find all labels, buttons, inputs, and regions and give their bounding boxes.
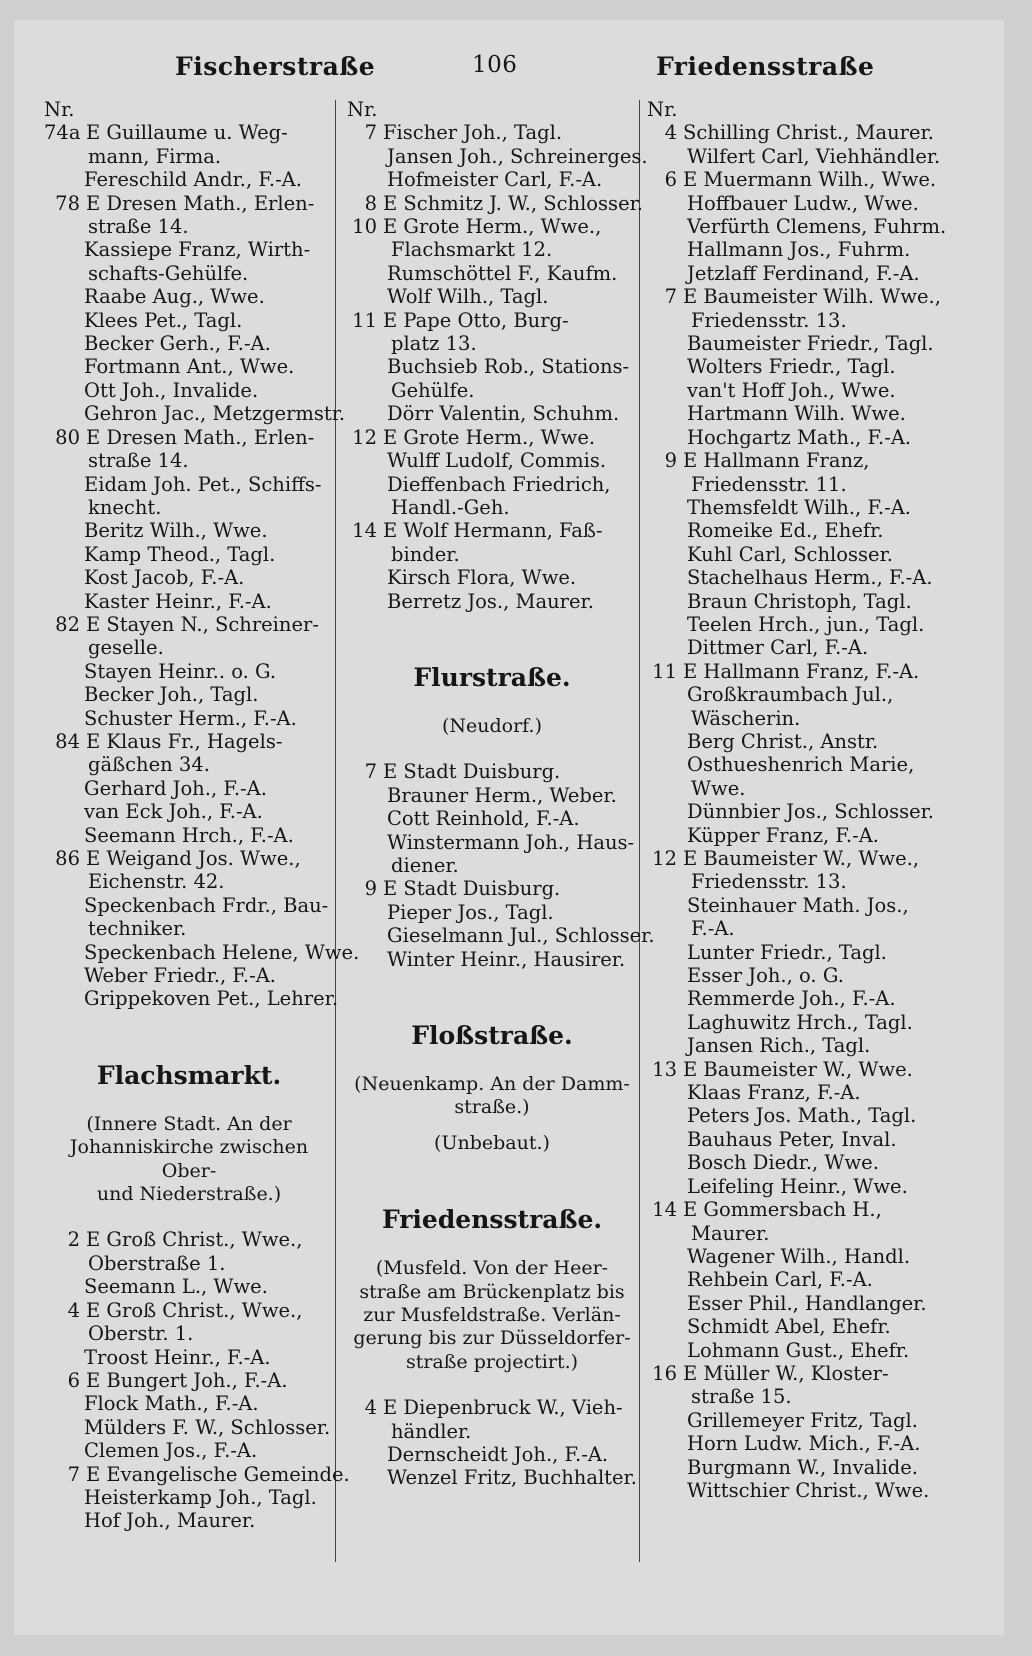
entry-line: Baumeister Friedr., Tagl. xyxy=(687,332,934,356)
entry-line: Schmidt Abel, Ehefr. xyxy=(687,1315,891,1339)
house-number: 4 xyxy=(664,121,677,145)
entry-line: Hartmann Wilh. Wwe. xyxy=(687,402,906,426)
entry-line: 80 E Dresen Math., Erlen- xyxy=(44,426,334,449)
entry-line: Kirsch Flora, Wwe. xyxy=(387,566,577,590)
house-number: 6 xyxy=(67,1368,80,1392)
entry-line: Winter Heinr., Hausirer. xyxy=(387,947,626,971)
entry-line: 14 E Gommersbach H., xyxy=(647,1198,947,1221)
house-number: 7 xyxy=(364,121,377,145)
entry-line: Becker Gerh., F.-A. xyxy=(84,332,271,356)
entry-line: Gehülfe. xyxy=(391,378,475,402)
entry-line: Burgmann W., Invalide. xyxy=(687,1455,918,1479)
entry-line: 86 E Weigand Jos. Wwe., xyxy=(44,847,334,870)
section-subtitle xyxy=(347,1257,637,1374)
entry-line: Hochgartz Math., F.-A. xyxy=(687,425,912,449)
entry-line: Kassiepe Franz, Wirth- xyxy=(84,238,311,262)
entry-line: Handl.-Geh. xyxy=(391,495,510,519)
house-number: 11 xyxy=(652,659,677,683)
entry-line: Lohmann Gust., Ehefr. xyxy=(687,1338,910,1362)
entry-line: Cott Reinhold, F.-A. xyxy=(387,807,580,831)
entry-line: Jansen Rich., Tagl. xyxy=(687,1034,871,1058)
entry-line: 2 E Groß Christ., Wwe., xyxy=(44,1228,334,1251)
entry-line: 8 E Schmitz J. W., Schlosser. xyxy=(347,192,637,215)
house-number: 84 xyxy=(55,729,80,753)
entry-line: Hallmann Jos., Fuhrm. xyxy=(687,238,911,262)
entry-line: Rumschöttel F., Kaufm. xyxy=(387,261,618,285)
entry-line: Gieselmann Jul., Schlosser. xyxy=(387,924,655,948)
entry-line: gäßchen 34. xyxy=(88,753,210,777)
entry-line: Kaster Heinr., F.-A. xyxy=(84,589,272,613)
section-title-flachsmarkt: Flachsmarkt. xyxy=(96,1060,282,1090)
entry-line: Dünnbier Jos., Schlosser. xyxy=(687,800,934,824)
entry-line: Heisterkamp Joh., Tagl. xyxy=(84,1485,317,1509)
house-number: 74a xyxy=(44,121,81,145)
entry-list xyxy=(347,1396,637,1490)
entry-line: schafts-Gehülfe. xyxy=(88,261,249,285)
section-title-flossstrasse: Floßstraße. xyxy=(411,1021,573,1050)
entry-line: Jansen Joh., Schreinerges. xyxy=(387,144,648,168)
house-number: 2 xyxy=(67,1228,80,1252)
nr-label: Nr. xyxy=(347,98,378,121)
entry-line: Wagener Wilh., Handl. xyxy=(687,1244,911,1268)
entry-line: Speckenbach Frdr., Bau- xyxy=(84,893,329,917)
entry-line: Stachelhaus Herm., F.-A. xyxy=(687,566,933,590)
house-number: 9 xyxy=(364,877,377,901)
entry-line: Kost Jacob, F.-A. xyxy=(84,566,245,590)
entry-line: Gehron Jac., Metzgermstr. xyxy=(84,402,346,426)
entry-line: 6 E Muermann Wilh., Wwe. xyxy=(647,168,947,191)
entry-line: Wäscherin. xyxy=(691,706,801,730)
entry-line: Seemann Hrch., F.-A. xyxy=(84,823,294,847)
subtitle-line: straße.) xyxy=(454,1096,530,1119)
entry-line: Friedensstr. 13. xyxy=(691,308,847,332)
entry-line: Mülders F. W., Schlosser. xyxy=(84,1415,331,1439)
entry-line: Eichenstr. 42. xyxy=(88,870,225,894)
nr-label: Nr. xyxy=(44,98,75,121)
entry-line: 9 E Stadt Duisburg. xyxy=(347,877,637,900)
entry-line: Großkraumbach Jul., xyxy=(687,683,894,707)
entry-line: Leifeling Heinr., Wwe. xyxy=(687,1174,908,1198)
entry-line: Winstermann Joh., Haus- xyxy=(387,830,635,854)
entry-line: Horn Ludw. Mich., F.-A. xyxy=(687,1432,921,1456)
entry-line: Flachsmarkt 12. xyxy=(391,238,553,262)
entry-line: binder. xyxy=(391,542,460,566)
entry-line: 6 E Bungert Joh., F.-A. xyxy=(44,1369,334,1392)
entry-line: Ott Joh., Invalide. xyxy=(84,378,259,402)
nr-label: Nr. xyxy=(647,98,678,121)
house-number: 10 xyxy=(352,215,377,239)
house-number: 8 xyxy=(364,191,377,215)
entry-line: Teelen Hrch., jun., Tagl. xyxy=(687,612,925,636)
entry-line: 11 E Pape Otto, Burg- xyxy=(347,309,637,332)
entry-line: straße 14. xyxy=(88,215,189,239)
house-number: 4 xyxy=(364,1396,377,1420)
section-subtitle xyxy=(44,1113,334,1207)
house-number: 12 xyxy=(352,425,377,449)
house-number: 7 xyxy=(664,285,677,309)
entry-line: Raabe Aug., Wwe. xyxy=(84,285,265,309)
entry-line: Klees Pet., Tagl. xyxy=(84,308,243,332)
entry-line: Friedensstr. 13. xyxy=(691,870,847,894)
entry-line: Hof Joh., Maurer. xyxy=(84,1509,256,1533)
entry-line: Jetzlaff Ferdinand, F.-A. xyxy=(687,261,920,285)
entry-line: 74a E Guillaume u. Weg- xyxy=(44,121,288,145)
entry-list xyxy=(347,760,655,971)
subtitle-line: (Neudorf.) xyxy=(441,714,542,737)
entry-line: Themsfeldt Wilh., F.-A. xyxy=(687,495,912,519)
entry-line: Berretz Jos., Maurer. xyxy=(387,589,594,613)
entry-line: 11 E Hallmann Franz, F.-A. xyxy=(647,660,947,683)
entry-line: Dörr Valentin, Schuhm. xyxy=(387,402,620,426)
entry-line: Grillemeyer Fritz, Tagl. xyxy=(687,1408,918,1432)
entry-line: van Eck Joh., F.-A. xyxy=(84,800,263,824)
entry-line: 7 E Evangelische Gemeinde. xyxy=(44,1463,334,1486)
entry-line: Eidam Joh. Pet., Schiffs- xyxy=(84,472,322,496)
entry-line: geselle. xyxy=(88,636,164,660)
entry-line: Küpper Franz, F.-A. xyxy=(687,823,879,847)
section-title-friedensstrasse: Friedensstraße. xyxy=(381,1205,603,1235)
house-number: 82 xyxy=(55,612,80,636)
entry-line: Hoffbauer Ludw., Wwe. xyxy=(687,191,919,215)
house-number: 16 xyxy=(652,1361,677,1385)
entry-line: Bosch Diedr., Wwe. xyxy=(687,1151,879,1175)
entry-line: 16 E Müller W., Kloster- xyxy=(647,1362,947,1385)
entry-list xyxy=(347,121,648,613)
entry-line: 78 E Dresen Math., Erlen- xyxy=(44,192,334,215)
house-number: 14 xyxy=(652,1198,677,1222)
entry-line: Wittschier Christ., Wwe. xyxy=(687,1478,930,1502)
entry-line: Gerhard Joh., F.-A. xyxy=(84,776,267,800)
subtitle-line: und Niederstraße.) xyxy=(96,1183,282,1206)
entry-line: 4 E Groß Christ., Wwe., xyxy=(44,1299,334,1322)
subtitle-line: straße projectirt.) xyxy=(405,1350,579,1373)
entry-line: mann, Firma. xyxy=(88,144,222,168)
page-number: 106 xyxy=(472,52,518,78)
entry-line: Berg Christ., Anstr. xyxy=(687,729,879,753)
column-1 xyxy=(44,98,360,1533)
subtitle-line: (Innere Stadt. An der xyxy=(86,1112,292,1135)
entry-line: Klaas Franz, F.-A. xyxy=(687,1081,861,1105)
subtitle-line: straße am Brückenplatz bis xyxy=(359,1280,625,1303)
entry-line: Buchsieb Rob., Stations- xyxy=(387,355,630,379)
column-3 xyxy=(647,98,947,1502)
entry-line: Dernscheidt Joh., F.-A. xyxy=(387,1443,609,1467)
entry-line: Speckenbach Helene, Wwe. xyxy=(84,940,360,964)
entry-line: 84 E Klaus Fr., Hagels- xyxy=(44,730,334,753)
house-number: 78 xyxy=(55,191,80,215)
entry-line: 14 E Wolf Hermann, Faß- xyxy=(347,519,637,542)
column-divider-2 xyxy=(639,100,640,1562)
running-head-right: Friedensstraße xyxy=(656,52,875,81)
entry-line: Brauner Herm., Weber. xyxy=(387,783,617,807)
entry-line: 13 E Baumeister W., Wwe. xyxy=(647,1058,947,1081)
entry-line: Maurer. xyxy=(691,1221,770,1245)
entry-line: Fortmann Ant., Wwe. xyxy=(84,355,295,379)
entry-line: Beritz Wilh., Wwe. xyxy=(84,519,268,543)
entry-line: Hofmeister Carl, F.-A. xyxy=(387,168,603,192)
entry-line: Peters Jos. Math., Tagl. xyxy=(687,1104,917,1128)
running-head-left: Fischerstraße xyxy=(175,52,376,81)
entry-line: Osthueshenrich Marie, xyxy=(687,753,915,777)
entry-line: Schuster Herm., F.-A. xyxy=(84,706,297,730)
entry-line: Wwe. xyxy=(691,776,746,800)
entry-line: Remmerde Joh., F.-A. xyxy=(687,987,896,1011)
entry-line: 82 E Stayen N., Schreiner- xyxy=(44,613,334,636)
house-number: 6 xyxy=(664,168,677,192)
entry-line: Bauhaus Peter, Inval. xyxy=(687,1127,897,1151)
entry-line: F.-A. xyxy=(691,917,735,941)
subtitle-line: zur Musfeldstraße. Verlän- xyxy=(363,1304,621,1327)
entry-list xyxy=(44,1228,350,1533)
entry-line: Wulff Ludolf, Commis. xyxy=(387,449,607,473)
entry-line: Wolters Friedr., Tagl. xyxy=(687,355,896,379)
entry-line: 9 E Hallmann Franz, xyxy=(647,449,947,472)
entry-line: Clemen Jos., F.-A. xyxy=(84,1439,258,1463)
house-number: 9 xyxy=(664,449,677,473)
subtitle-line: Johanniskirche zwischen Ober- xyxy=(69,1136,309,1182)
entry-line: Becker Joh., Tagl. xyxy=(84,683,259,707)
entry-line: 4 Schilling Christ., Maurer. xyxy=(647,121,947,144)
entry-line: händler. xyxy=(391,1419,472,1443)
entry-line: Seemann L., Wwe. xyxy=(84,1275,268,1299)
entry-list xyxy=(647,121,947,1502)
entry-list xyxy=(44,121,360,1011)
entry-line: Fereschild Andr., F.-A. xyxy=(84,168,302,192)
subtitle-line: (Neuenkamp. An der Damm- xyxy=(354,1073,630,1095)
entry-line: Flock Math., F.-A. xyxy=(84,1392,259,1416)
entry-line: 4 E Diepenbruck W., Vieh- xyxy=(347,1396,637,1419)
entry-line: 7 E Stadt Duisburg. xyxy=(347,760,637,783)
section-subtitle xyxy=(347,715,637,738)
house-number: 80 xyxy=(55,425,80,449)
house-number: 86 xyxy=(55,847,80,870)
entry-line: van't Hoff Joh., Wwe. xyxy=(687,378,896,402)
entry-line: Laghuwitz Hrch., Tagl. xyxy=(687,1010,913,1034)
entry-line: Esser Phil., Handlanger. xyxy=(687,1291,927,1315)
section-title-flurstrasse: Flurstraße. xyxy=(413,662,571,692)
column-2 xyxy=(347,98,655,1490)
entry-line: Wilfert Carl, Viehhändler. xyxy=(687,144,941,168)
house-number: 13 xyxy=(652,1057,677,1081)
unbebaut-note: (Unbebaut.) xyxy=(434,1131,550,1154)
entry-line: Troost Heinr., F.-A. xyxy=(84,1345,271,1369)
entry-line: Dittmer Carl, F.-A. xyxy=(687,636,869,660)
entry-line: 10 E Grote Herm., Wwe., xyxy=(347,215,637,238)
entry-line: straße 15. xyxy=(691,1385,792,1409)
entry-line: 12 E Grote Herm., Wwe. xyxy=(347,426,637,449)
entry-line: Dieffenbach Friedrich, xyxy=(387,472,611,496)
entry-line: Stayen Heinr.. o. G. xyxy=(84,659,277,683)
subtitle-line: gerung bis zur Düsseldorfer- xyxy=(353,1327,631,1350)
entry-line: platz 13. xyxy=(391,332,477,356)
entry-line: Oberstr. 1. xyxy=(88,1322,194,1346)
subtitle-line: (Musfeld. Von der Heer- xyxy=(375,1257,609,1280)
entry-line: Steinhauer Math. Jos., xyxy=(687,893,909,917)
entry-line: Romeike Ed., Ehefr. xyxy=(687,519,884,543)
entry-line: 7 Fischer Joh., Tagl. xyxy=(347,121,637,144)
entry-line: Wenzel Fritz, Buchhalter. xyxy=(387,1466,637,1490)
section-subtitle xyxy=(347,1073,637,1120)
house-number: 7 xyxy=(364,760,377,784)
house-number: 4 xyxy=(67,1298,80,1322)
entry-line: 7 E Baumeister Wilh. Wwe., xyxy=(647,285,947,308)
entry-line: Braun Christoph, Tagl. xyxy=(687,589,912,613)
entry-line: Pieper Jos., Tagl. xyxy=(387,900,554,924)
entry-line: Rehbein Carl, F.-A. xyxy=(687,1268,873,1292)
entry-line: Kamp Theod., Tagl. xyxy=(84,542,276,566)
entry-line: knecht. xyxy=(88,495,162,519)
entry-line: Grippekoven Pet., Lehrer. xyxy=(84,987,339,1011)
column-divider-1 xyxy=(335,100,336,1562)
entry-line: Friedensstr. 11. xyxy=(691,472,847,496)
entry-line: techniker. xyxy=(88,917,187,941)
entry-line: Oberstraße 1. xyxy=(88,1251,226,1275)
entry-line: Esser Joh., o. G. xyxy=(687,964,844,988)
entry-line: Weber Friedr., F.-A. xyxy=(84,964,276,988)
entry-line: Wolf Wilh., Tagl. xyxy=(387,285,549,309)
house-number: 12 xyxy=(652,847,677,870)
house-number: 7 xyxy=(67,1462,80,1486)
entry-line: straße 14. xyxy=(88,449,189,473)
house-number: 11 xyxy=(352,308,377,332)
entry-line: Kuhl Carl, Schlosser. xyxy=(687,542,893,566)
house-number: 14 xyxy=(352,519,377,543)
entry-line: diener. xyxy=(391,853,459,877)
entry-line: 12 E Baumeister W., Wwe., xyxy=(647,847,947,870)
entry-line: Lunter Friedr., Tagl. xyxy=(687,940,887,964)
entry-line: Verfürth Clemens, Fuhrm. xyxy=(687,215,947,239)
